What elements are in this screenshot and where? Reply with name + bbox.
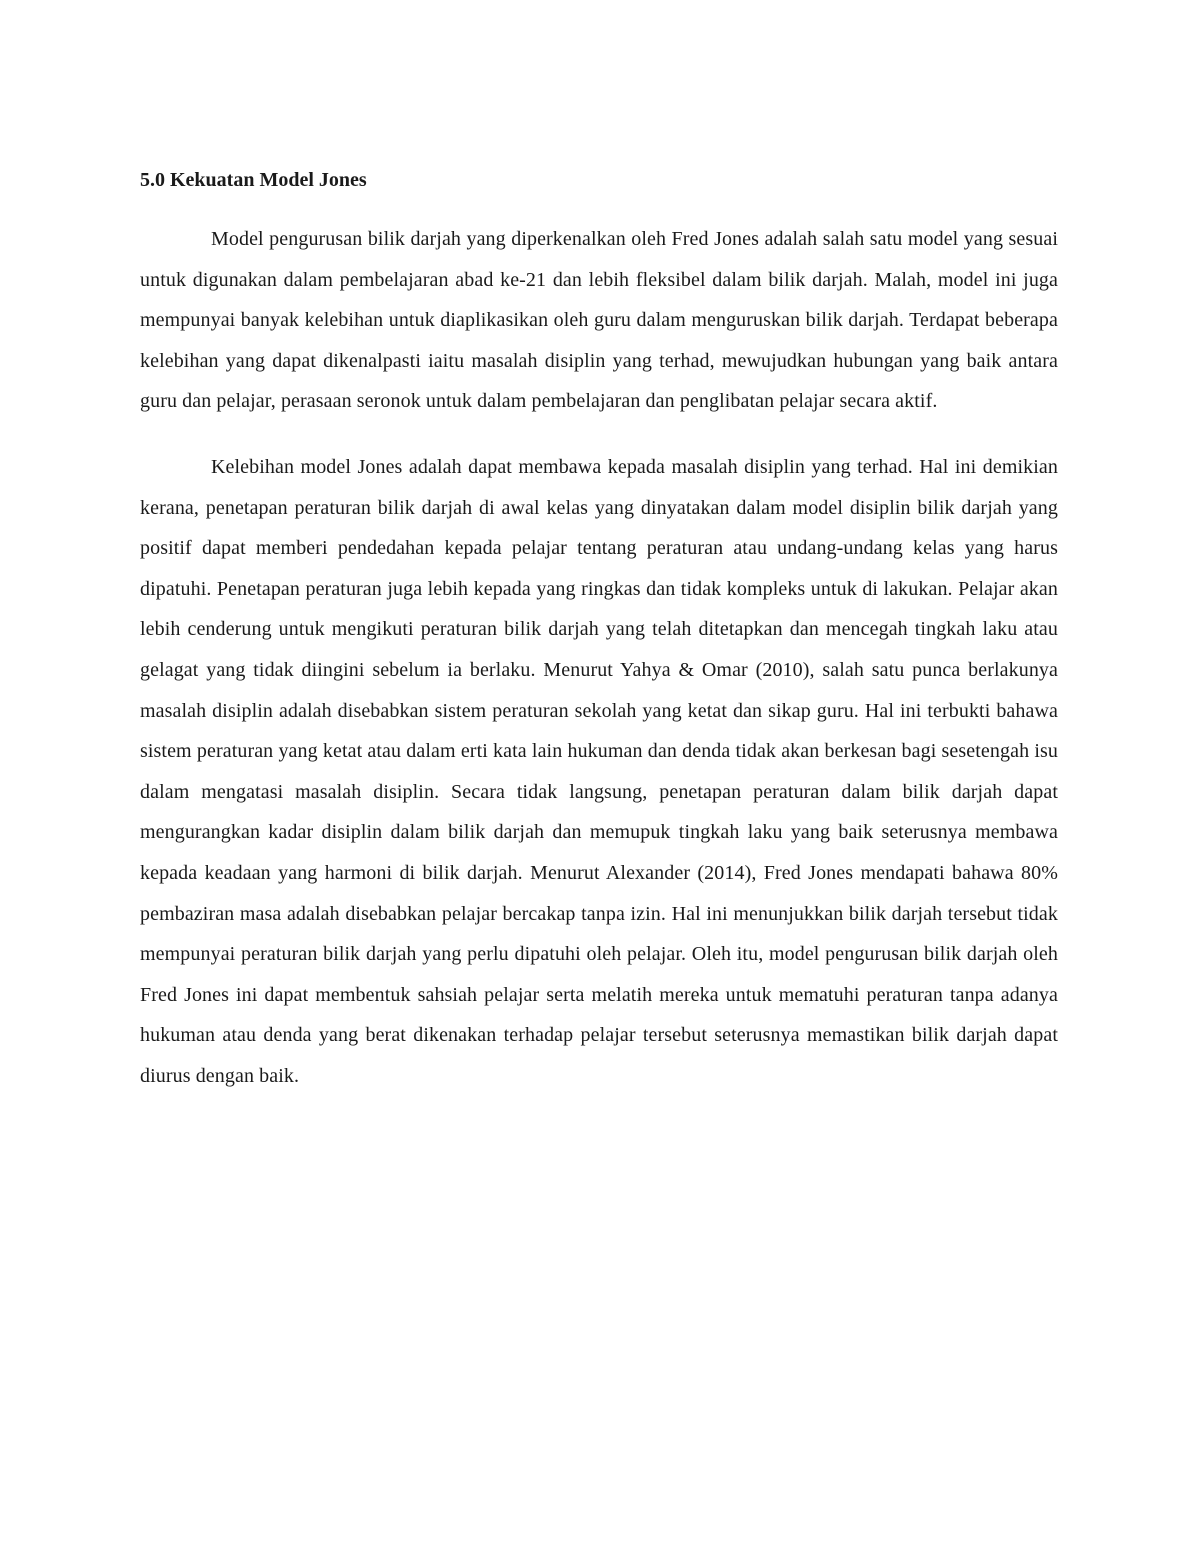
section-heading: 5.0 Kekuatan Model Jones [140,169,367,191]
paragraph-introduction: Model pengurusan bilik darjah yang diperkenalkan oleh Fred Jones adalah salah satu model yang sesuai untuk digunakan dalam pembelajaran abad ke-21 dan lebih fleksibel dalam bilik darjah. Malah, model ini juga mempunyai banyak kelebihan untuk diaplikasikan oleh guru dalam menguruskan bilik darjah. Terdapat beberapa kelebihan yang dapat dikenalpasti iaitu masalah disiplin yang terhad, mewujudkan hubungan yang baik antara guru dan pelajar, perasaan seronok untuk dalam pembelajaran dan penglibatan pelajar secara aktif. [140,228,1058,413]
document-body [140,163,1058,1121]
paragraph-discipline-advantage: Kelebihan model Jones adalah dapat membawa kepada masalah disiplin yang terhad. Hal ini demikian kerana, penetapan peraturan bilik darjah di awal kelas yang dinyatakan dalam model disiplin bilik darjah yang positif dapat memberi pendedahan kepada pelajar tentang peraturan atau undang-undang kelas yang harus dipatuhi. Penetapan peraturan juga lebih kepada yang ringkas dan tidak kompleks untuk di lakukan. Pelajar akan lebih cenderung untuk mengikuti peraturan bilik darjah yang telah ditetapkan dan mencegah tingkah laku atau gelagat yang tidak diingini sebelum ia berlaku. Menurut Yahya & Omar (2010), salah satu punca berlakunya masalah disiplin adalah disebabkan sistem peraturan sekolah yang ketat dan sikap guru. Hal ini terbukti bahawa sistem peraturan yang ketat atau dalam erti kata lain hukuman dan denda tidak akan berkesan bagi sesetengah isu dalam mengatasi masalah disiplin. Secara tidak langsung, penetapan peraturan dalam bilik darjah dapat mengurangkan kadar disiplin dalam bilik darjah dan memupuk tingkah laku yang baik seterusnya membawa kepada keadaan yang harmoni di bilik darjah. Menurut Alexander (2014), Fred Jones mendapati bahawa 80% pembaziran masa adalah disebabkan pelajar bercakap tanpa izin. Hal ini menunjukkan bilik darjah tersebut tidak mempunyai peraturan bilik darjah yang perlu dipatuhi oleh pelajar. Oleh itu, model pengurusan bilik darjah oleh Fred Jones ini dapat membentuk sahsiah pelajar serta melatih mereka untuk mematuhi peraturan tanpa adanya hukuman atau denda yang berat dikenakan terhadap pelajar tersebut seterusnya memastikan bilik darjah dapat diurus dengan baik. [140,455,1058,1087]
